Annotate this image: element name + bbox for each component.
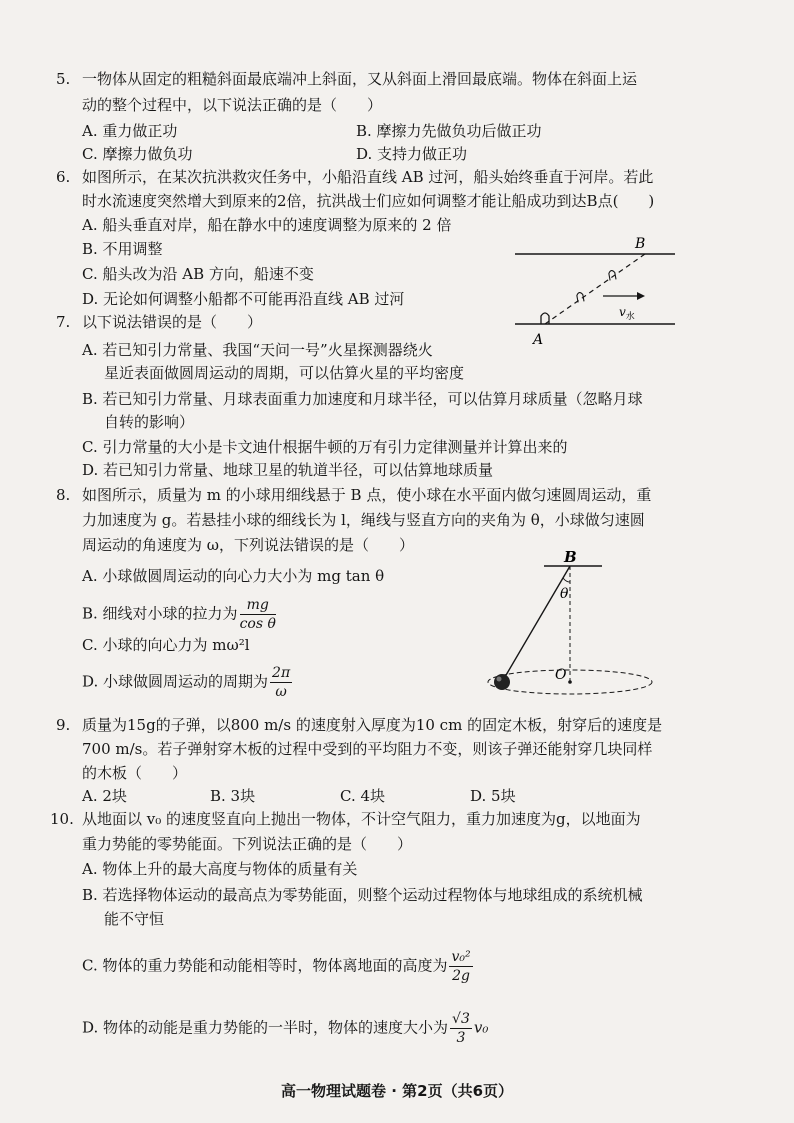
q10-stem-line1: 10. 从地面以 v₀ 的速度竖直向上抛出一物体，不计空气阻力，重力加速度为g，以地面为 bbox=[50, 810, 641, 828]
q6-option-c: C. 船头改为沿 AB 方向，船速不变 bbox=[82, 265, 314, 283]
q5-stem-line2: 动的整个过程中，以下说法正确的是（ ） bbox=[82, 96, 383, 114]
q9-stem-line1: 9. 质量为15g的子弹，以800 m/s 的速度射入厚度为10 cm 的固定木板，射穿后的速度是 bbox=[56, 716, 663, 734]
q7-option-d: D. 若已知引力常量、地球卫星的轨道半径，可以估算地球质量 bbox=[82, 461, 494, 479]
q8-stem-line2: 力加速度为 g。若悬挂小球的细线长为 l，绳线与竖直方向的夹角为 θ，小球做匀速圆 bbox=[82, 511, 645, 529]
q6-stem-line1: 6. 如图所示，在某次抗洪救灾任务中，小船沿直线 AB 过河，船头始终垂直于河岸。若此 bbox=[56, 168, 654, 186]
q9-option-c: C. 4块 bbox=[340, 787, 386, 805]
q7-option-a-line1: A. 若已知引力常量、我国“天问一号”火星探测器绕火 bbox=[82, 341, 433, 359]
q7-option-a-line2: 星近表面做圆周运动的周期，可以估算火星的平均密度 bbox=[104, 364, 465, 382]
fig-label-theta: θ bbox=[560, 586, 569, 602]
q9-stem-line2: 700 m/s。若子弹射穿木板的过程中受到的平均阻力不变，则该子弹还能射穿几块同样 bbox=[82, 740, 653, 758]
fig-label-o: O bbox=[555, 667, 567, 683]
q6-option-d: D. 无论如何调整小船都不可能再沿直线 AB 过河 bbox=[82, 290, 405, 308]
q6-option-a: A. 船头垂直对岸，船在静水中的速度调整为原来的 2 倍 bbox=[82, 216, 452, 234]
q8-stem-line1: 8. 如图所示，质量为 m 的小球用细线悬于 B 点，使小球在水平面内做匀速圆周运动，重 bbox=[56, 486, 652, 504]
q5-option-a: A. 重力做正功 bbox=[82, 122, 178, 140]
q9-option-a: A. 2块 bbox=[82, 787, 127, 805]
q5-option-c: C. 摩擦力做负功 bbox=[82, 145, 193, 163]
q10-option-c: C. 物体的重力势能和动能相等时，物体离地面的高度为 $\frac{\text{v₀²}}{2g}$ bbox=[82, 949, 471, 984]
q6-option-b: B. 不用调整 bbox=[82, 240, 163, 258]
q10-option-d: D. 物体的动能是重力势能的一半时，物体的速度大小为 $\frac{√3}{3}$ v₀ bbox=[82, 1011, 489, 1046]
q10-stem-line2: 重力势能的零势能面。下列说法正确的是（ ） bbox=[82, 835, 413, 853]
fig-label-b-point: B bbox=[564, 548, 577, 566]
q8-stem-line3: 周运动的角速度为 ω，下列说法错误的是（ ） bbox=[82, 536, 415, 554]
page-footer: 高一物理试题卷 · 第2页（共6页） bbox=[280, 1082, 514, 1100]
q6-stem-line2: 时水流速度突然增大到原来的2倍，抗洪战士们应如何调整才能让船成功到达B点( ) bbox=[82, 192, 655, 210]
q9-option-d: D. 5块 bbox=[470, 787, 516, 805]
q7-stem: 7. 以下说法错误的是（ ） bbox=[56, 313, 263, 331]
fig-label-a: A bbox=[533, 332, 544, 348]
q9-option-b: B. 3块 bbox=[210, 787, 256, 805]
q5-option-b: B. 摩擦力先做负功后做正功 bbox=[356, 122, 542, 140]
conical-pendulum-figure bbox=[478, 548, 688, 708]
q8-option-b: B. 细线对小球的拉力为 $\frac{mg}{\text{cos θ}}$ bbox=[82, 597, 276, 632]
fig-label-b: B bbox=[635, 236, 646, 252]
river-crossing-figure bbox=[505, 232, 685, 352]
q7-option-b-line1: B. 若已知引力常量、月球表面重力加速度和月球半径，可以估算月球质量（忽略月球 bbox=[82, 390, 643, 408]
q9-stem-line3: 的木板（ ） bbox=[82, 764, 188, 782]
q8-option-c: C. 小球的向心力为 mω²l bbox=[82, 636, 250, 654]
q10-option-b-line1: B. 若选择物体运动的最高点为零势能面，则整个运动过程物体与地球组成的系统机械 bbox=[82, 886, 643, 904]
q7-option-c: C. 引力常量的大小是卡文迪什根据牛顿的万有引力定律测量并计算出来的 bbox=[82, 438, 568, 456]
q10-option-b-line2: 能不守恒 bbox=[104, 910, 165, 928]
q7-option-b-line2: 自转的影响） bbox=[104, 413, 195, 431]
q10-option-a: A. 物体上升的最大高度与物体的质量有关 bbox=[82, 860, 358, 878]
q5-option-d: D. 支持力做正功 bbox=[356, 145, 468, 163]
q5-stem-line1: 5. 一物体从固定的粗糙斜面最底端冲上斜面，又从斜面上滑回最底端。物体在斜面上运 bbox=[56, 70, 638, 88]
q8-option-a: A. 小球做圆周运动的向心力大小为 mg tan θ bbox=[82, 567, 385, 585]
fig-label-v: $v_水$ bbox=[619, 305, 635, 322]
q8-option-d: D. 小球做圆周运动的周期为 $\frac{2\pi}{\omega}$ bbox=[82, 665, 291, 700]
